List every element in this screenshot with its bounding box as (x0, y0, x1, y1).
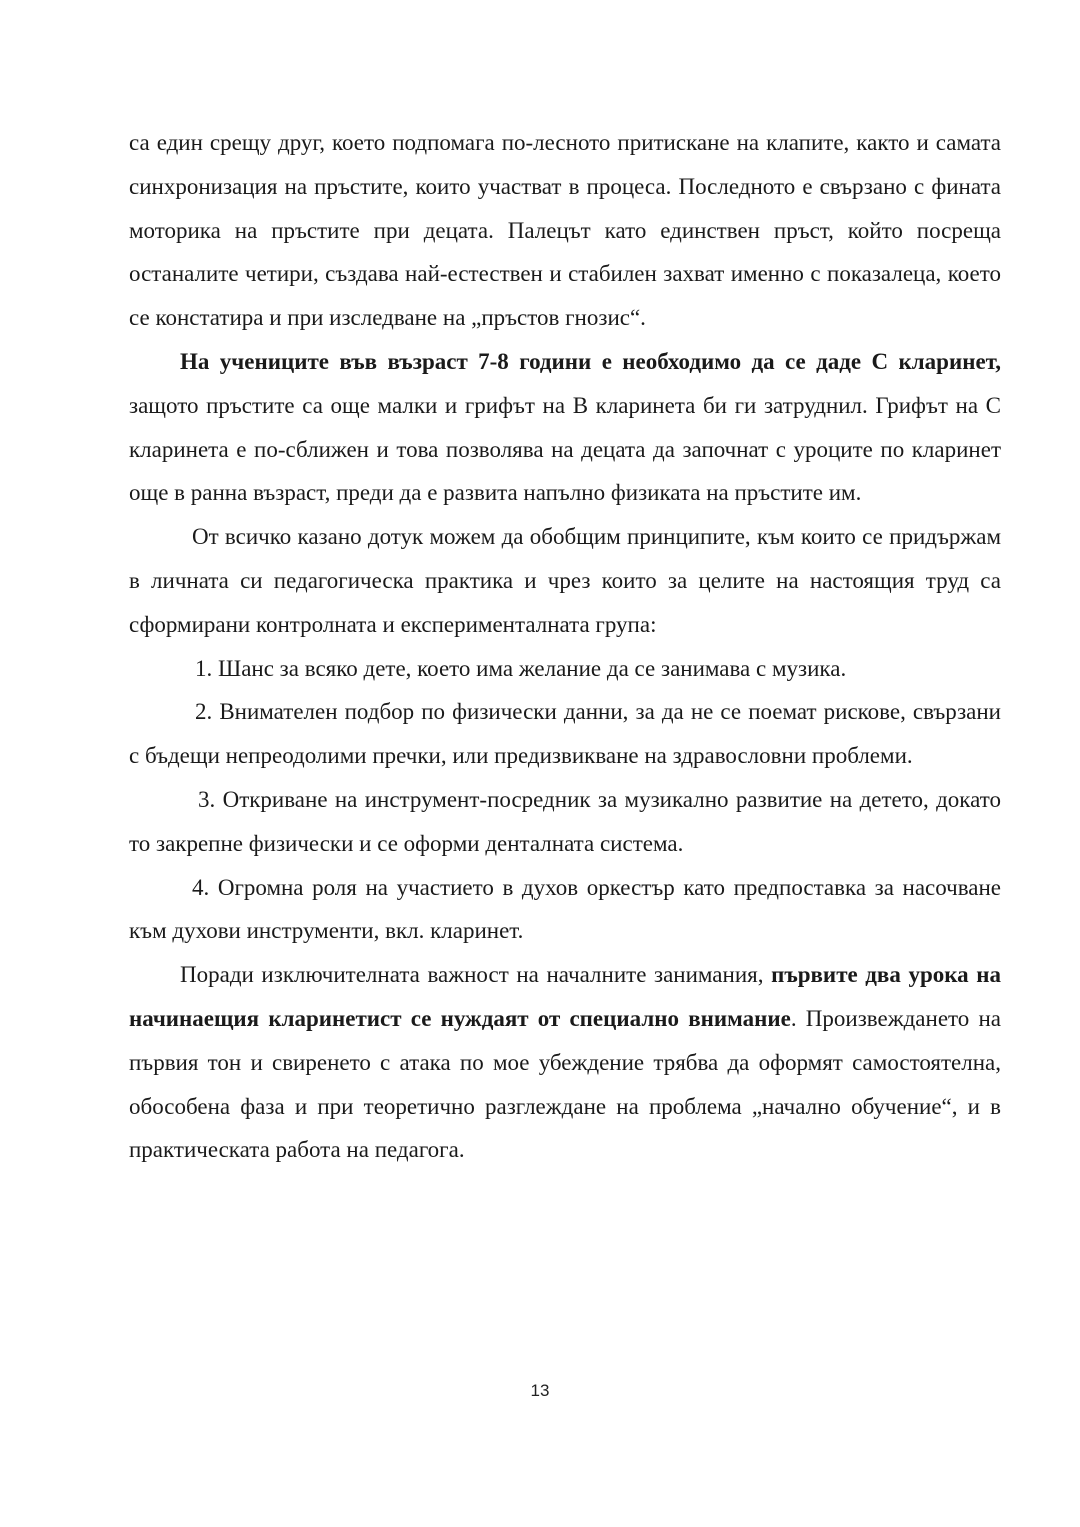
paragraph-continuation (129, 121, 1001, 340)
text-segment: 2. Внимателен подбор по физически данни, за да не се поемат рискове, свързани с бъдещи непреодолими пречки, или предизвикване на здравословни проблеми. (129, 699, 1001, 769)
text-segment: са един срещу друг, което подпомага по-лесното притискане на клапите, както и самата синхронизация на пръстите, които участват в процеса. Последното е свързано с фината моторика на пръстите при децата. Палецът като единствен пръст, който посреща останалите четири, създава най-естествен и стабилен захват именно с показалеца, което се констатира и при изследване на „пръстов гнозис“. (129, 130, 1001, 331)
text-segment: От всичко казано дотук можем да обобщим принципите, към които се придържам в личната си педагогическа практика и чрез които за целите на настоящия труд са сформирани контролната и експерименталната група: (129, 524, 1001, 637)
text-segment: 3. Откриване на инструмент-посредник за музикално развитие на детето, докато то закрепне физически и се оформи денталната система. (129, 786, 1001, 856)
text-segment: защото пръстите са още малки и грифът на В кларинета би ги затруднил. Грифът на С кларинета е по-сближен и това позволява на децата да започнат с уроците по кларинет още в ранна възраст, преди да е развита напълно физиката на пръстите им. (129, 392, 1001, 506)
text-segment: 4. Огромна роля на участието в духов оркестър като предпоставка за насочване към духови инструменти, вкл. кларинет. (129, 874, 1001, 944)
paragraph-first-lessons (129, 953, 1001, 1172)
text-segment: . Произвеждането на първия тон и свиренето с атака по мое убеждение трябва да оформят самостоятелна, обособена фаза и при теоретично разглеждане на проблема „начално обучение“, и в практическата работа на педагога. (129, 1005, 1001, 1163)
bold-text-segment: На учениците във възраст 7-8 години е необходимо да се даде С кларинет, (180, 348, 1001, 374)
bold-text-segment: първите два урока на начинаещия кларинетист се нуждаят от специално внимание (129, 962, 1001, 1031)
list-item-3 (129, 778, 1001, 866)
text-segment: Поради изключителната важност на началните занимания, (180, 962, 772, 988)
list-item-1 (129, 647, 1001, 691)
list-item-4 (129, 866, 1001, 954)
paragraph-c-clarinet (129, 340, 1001, 515)
paragraph-principles-intro (129, 515, 1001, 646)
list-item-2 (129, 690, 1001, 778)
text-segment: 1. Шанс за всяко дете, което има желание да се занимава с музика. (195, 655, 847, 681)
body-text (129, 121, 1001, 1172)
page-number: 13 (530, 1381, 550, 1400)
